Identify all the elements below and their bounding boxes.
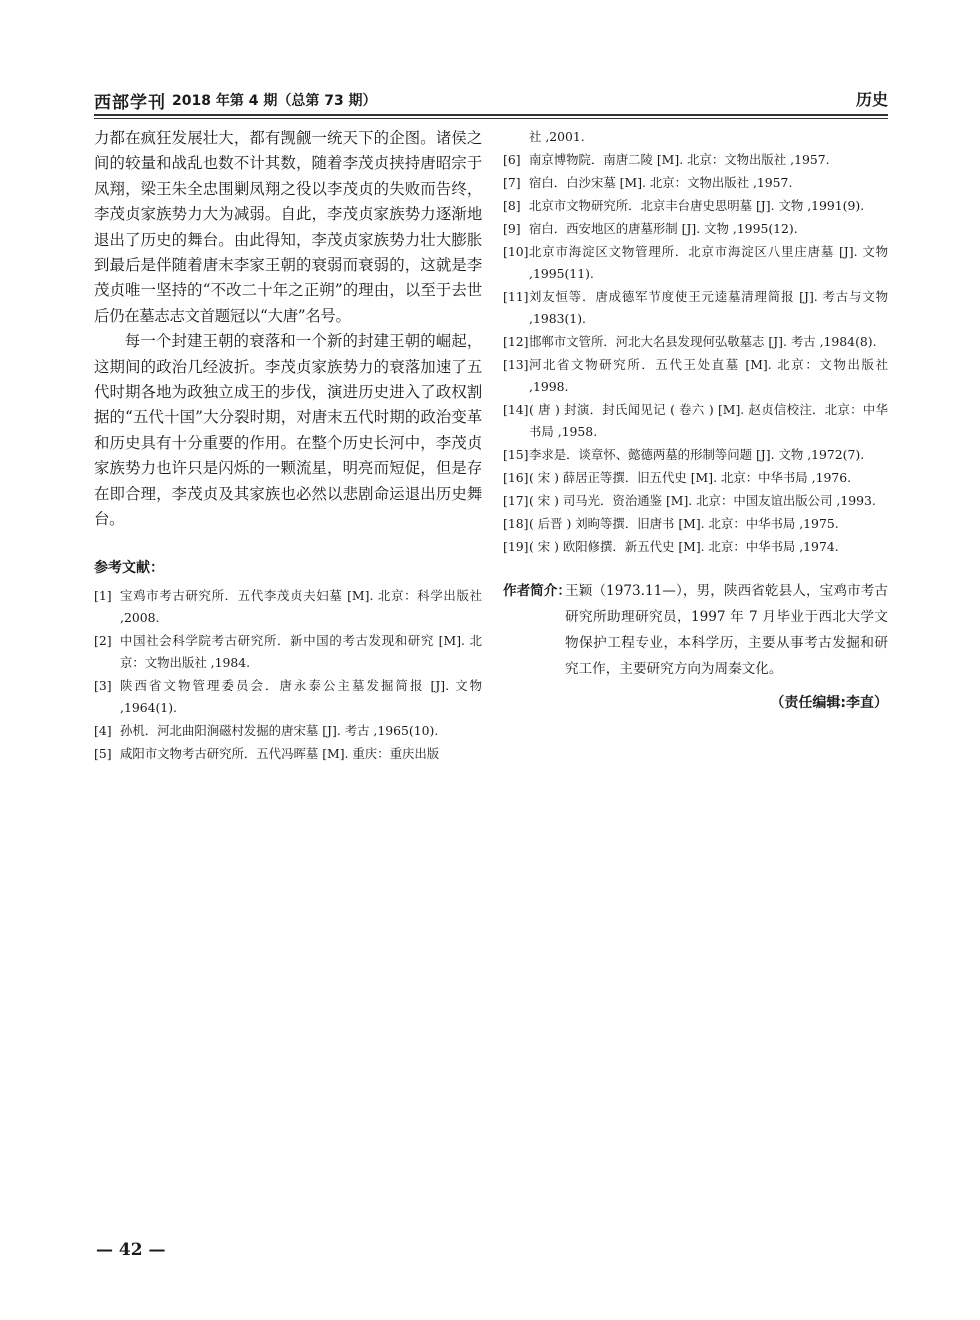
reference-number: [7]	[503, 175, 521, 190]
reference-continuation	[503, 126, 888, 148]
reference-number: [10]	[503, 244, 529, 259]
reference-number: [1]	[94, 587, 112, 603]
reference-text: 宝鸡市考古研究所．五代李茂贞夫妇墓 [M]. 北京：科学出版社 ,2008.	[120, 587, 482, 625]
reference-number: [15]	[503, 447, 529, 462]
reference-item	[94, 720, 482, 742]
header-rule-thick	[94, 114, 888, 116]
reference-item	[503, 149, 888, 171]
reference-number: [11]	[503, 289, 529, 304]
reference-number: [4]	[94, 722, 112, 738]
reference-number: [2]	[94, 632, 112, 648]
body-paragraph: 每一个封建王朝的衰落和一个新的封建王朝的崛起，这期间的政治几经波折。李茂贞家族势力的衰落加速了五代时期各地为政独立成王的步伐，演进历史进入了政权割据的“五代十国”大分裂时期，对唐末五代时期的政治变革和历史具有十分重要的作用。在整个历史长河中，李茂贞家族势力也许只是闪烁的一颗流星，明亮而短促，但是存在即合理，李茂贞及其家族也必然以悲剧命运退出历史舞台。	[94, 332, 482, 529]
right-column	[503, 126, 888, 712]
page-header	[94, 88, 888, 112]
reference-text: ( 宋 ) 薛居正等撰．旧五代史 [M]. 北京：中华书局 ,1976.	[529, 470, 852, 485]
reference-text: 刘友恒等．唐成德军节度使王元逵墓清理简报 [J]. 考古与文物 ,1983(1).	[529, 289, 888, 326]
reference-text: 孙机．河北曲阳涧磁村发掘的唐宋墓 [J]. 考古 ,1965(10).	[120, 722, 439, 738]
reference-number: [5]	[94, 745, 112, 761]
reference-number: [18]	[503, 516, 529, 531]
responsible-editor: （责任编辑:李直）	[770, 695, 888, 711]
reference-text: ( 唐 ) 封演．封氏闻见记 ( 卷六 ) [M]. 赵贞信校注．北京：中华书局 ,1958.	[529, 402, 888, 439]
reference-text: 陕西省文物管理委员会．唐永泰公主墓发掘简报 [J]. 文物 ,1964(1).	[120, 677, 482, 715]
author-bio	[503, 578, 888, 682]
reference-text: 咸阳市文物考古研究所．五代冯晖墓 [M]. 重庆：重庆出版	[120, 745, 440, 761]
reference-item	[503, 218, 888, 240]
issue-info: 2018 年第 4 期（总第 73 期）	[172, 93, 377, 109]
reference-text: 河北省文物研究所．五代王处直墓 [M]. 北京：文物出版社 ,1998.	[529, 357, 888, 394]
reference-item	[503, 354, 888, 398]
reference-item	[503, 444, 888, 466]
reference-item	[503, 467, 888, 489]
reference-number: [16]	[503, 470, 529, 485]
reference-text: 宿白．西安地区的唐墓形制 [J]. 文物 ,1995(12).	[529, 221, 798, 236]
reference-text: 南京博物院．南唐二陵 [M]. 北京：文物出版社 ,1957.	[529, 152, 830, 167]
reference-number: [3]	[94, 677, 112, 693]
reference-item	[94, 630, 482, 674]
author-bio-text: 王颖（1973.11—），男，陕西省乾县人，宝鸡市考古研究所助理研究员，1997 年 7 月毕业于西北大学文物保护工程专业，本科学历，主要从事考古发掘和研究工作，主要研究方向为周秦文化。	[565, 583, 888, 677]
reference-number: [12]	[503, 334, 529, 349]
reference-number: [19]	[503, 539, 529, 554]
reference-item	[503, 195, 888, 217]
reference-item	[94, 675, 482, 719]
reference-text: ( 宋 ) 司马光．资治通鉴 [M]. 北京：中国友谊出版公司 ,1993.	[529, 493, 876, 508]
reference-item	[503, 241, 888, 285]
reference-text: 李求是．谈章怀、懿德两墓的形制等问题 [J]. 文物 ,1972(7).	[529, 447, 865, 462]
reference-item	[503, 399, 888, 443]
reference-number: [17]	[503, 493, 529, 508]
header-rule-thin	[94, 118, 888, 119]
reference-item	[503, 331, 888, 353]
reference-text: 社 ,2001.	[529, 129, 585, 144]
reference-item	[94, 743, 482, 765]
reference-item	[503, 513, 888, 535]
left-column	[94, 126, 482, 766]
reference-item	[503, 286, 888, 330]
reference-text: 邯郸市文管所．河北大名县发现何弘敬墓志 [J]. 考古 ,1984(8).	[529, 334, 877, 349]
reference-text: ( 后晋 ) 刘昫等撰．旧唐书 [M]. 北京：中华书局 ,1975.	[529, 516, 839, 531]
reference-text: 中国社会科学院考古研究所．新中国的考古发现和研究 [M]. 北京：文物出版社 ,1984.	[120, 632, 482, 670]
reference-text: 北京市海淀区文物管理所．北京市海淀区八里庄唐墓 [J]. 文物 ,1995(11).	[529, 244, 888, 281]
reference-item	[503, 172, 888, 194]
author-bio-label: 作者简介：	[503, 583, 571, 599]
section-label: 历史	[855, 90, 888, 109]
reference-number: [13]	[503, 357, 529, 372]
journal-name: 西部学刊	[94, 93, 166, 113]
page-number: — 42 —	[96, 1240, 166, 1260]
reference-text: 宿白．白沙宋墓 [M]. 北京：文物出版社 ,1957.	[529, 175, 793, 190]
reference-item	[94, 585, 482, 629]
reference-number: [9]	[503, 221, 521, 236]
references-heading: 参考文献：	[94, 559, 164, 576]
reference-text: 北京市文物研究所．北京丰台唐史思明墓 [J]. 文物 ,1991(9).	[529, 198, 865, 213]
reference-number: [14]	[503, 402, 529, 417]
reference-item	[503, 536, 888, 558]
body-paragraph: 力都在疯狂发展壮大，都有觊觎一统天下的企图。诸侯之间的较量和战乱也数不计其数，随着李茂贞挟持唐昭宗于凤翔，梁王朱全忠围剿凤翔之役以李茂贞的失败而告终，李茂贞家族势力大为减弱。自此，李茂贞家族势力逐渐地退出了历史的舞台。由此得知，李茂贞家族势力壮大膨胀到最后是伴随着唐末李家王朝的衰弱而衰弱的，这就是李茂贞唯一坚持的“不改二十年之正朔”的理由，以至于去世后仍在墓志志文首题冠以“大唐”名号。	[94, 129, 482, 325]
reference-text: ( 宋 ) 欧阳修撰．新五代史 [M]. 北京：中华书局 ,1974.	[529, 539, 839, 554]
reference-item	[503, 490, 888, 512]
reference-number: [6]	[503, 152, 521, 167]
reference-number: [8]	[503, 198, 521, 213]
